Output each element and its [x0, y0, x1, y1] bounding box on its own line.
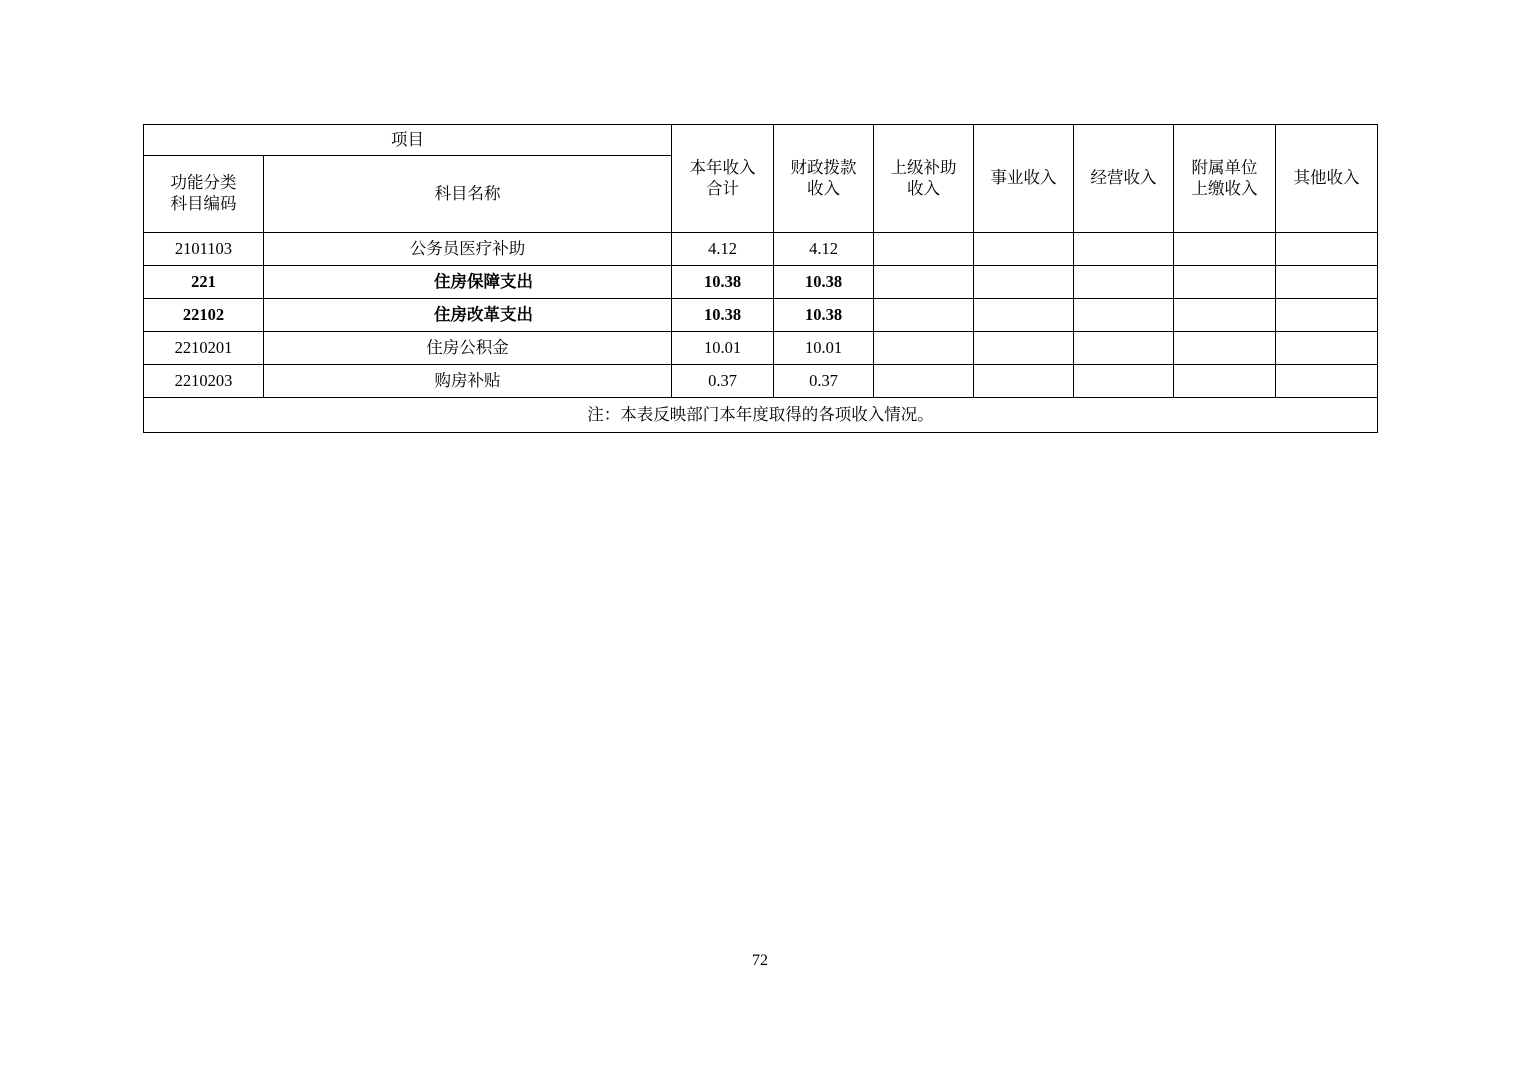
- header-superior-subsidy: [874, 125, 974, 233]
- table-row: [144, 299, 1378, 332]
- header-subordinate-line1: 附属单位: [1191, 157, 1258, 177]
- cell-career: [974, 233, 1074, 266]
- table-row: [144, 266, 1378, 299]
- table-body: [144, 233, 1378, 433]
- cell-subordinate: [1174, 365, 1276, 398]
- cell-operating: [1074, 332, 1174, 365]
- cell-superior: [874, 233, 974, 266]
- header-subject-name: 科目名称: [264, 156, 672, 233]
- cell-total: 10.38: [672, 299, 774, 332]
- cell-fiscal: 10.01: [774, 332, 874, 365]
- cell-fiscal: 10.38: [774, 266, 874, 299]
- table-header: [144, 125, 1378, 233]
- header-project-group: 项目: [144, 125, 672, 156]
- cell-total: 4.12: [672, 233, 774, 266]
- cell-total: 10.01: [672, 332, 774, 365]
- header-total-income-line1: 本年收入: [689, 157, 756, 177]
- cell-subordinate: [1174, 233, 1276, 266]
- cell-other: [1276, 266, 1378, 299]
- cell-name: 购房补贴: [264, 365, 672, 398]
- cell-operating: [1074, 266, 1174, 299]
- cell-total: 10.38: [672, 266, 774, 299]
- cell-career: [974, 299, 1074, 332]
- header-career-income: 事业收入: [974, 125, 1074, 233]
- header-superior-line1: 上级补助: [890, 157, 957, 177]
- header-operating-income: 经营收入: [1074, 125, 1174, 233]
- table-row: [144, 332, 1378, 365]
- cell-other: [1276, 233, 1378, 266]
- header-subordinate-income: [1174, 125, 1276, 233]
- cell-code: 22102: [144, 299, 264, 332]
- cell-operating: [1074, 233, 1174, 266]
- cell-operating: [1074, 299, 1174, 332]
- header-row-group: [144, 125, 1378, 156]
- cell-fiscal: 10.38: [774, 299, 874, 332]
- table-note-row: [144, 398, 1378, 433]
- header-fiscal-line2: 收入: [807, 178, 840, 198]
- cell-name: 住房保障支出: [264, 266, 672, 299]
- cell-name: 住房改革支出: [264, 299, 672, 332]
- header-superior-line2: 收入: [907, 178, 940, 198]
- header-fiscal-appropriation: [774, 125, 874, 233]
- header-total-income-line2: 合计: [706, 178, 739, 198]
- cell-subordinate: [1174, 266, 1276, 299]
- cell-other: [1276, 332, 1378, 365]
- table-row: [144, 365, 1378, 398]
- cell-other: [1276, 299, 1378, 332]
- income-table-container: [143, 124, 1377, 433]
- cell-name: 住房公积金: [264, 332, 672, 365]
- header-other-income: 其他收入: [1276, 125, 1378, 233]
- cell-superior: [874, 365, 974, 398]
- cell-code: 2210201: [144, 332, 264, 365]
- cell-operating: [1074, 365, 1174, 398]
- table-note: 注：本表反映部门本年度取得的各项收入情况。: [144, 398, 1378, 433]
- cell-career: [974, 266, 1074, 299]
- header-total-income: [672, 125, 774, 233]
- cell-code: 221: [144, 266, 264, 299]
- header-function-code: [144, 156, 264, 233]
- cell-name: 公务员医疗补助: [264, 233, 672, 266]
- cell-superior: [874, 266, 974, 299]
- header-function-code-line1: 功能分类: [170, 173, 237, 193]
- cell-fiscal: 0.37: [774, 365, 874, 398]
- cell-career: [974, 332, 1074, 365]
- cell-code: 2210203: [144, 365, 264, 398]
- income-table: [143, 124, 1378, 433]
- cell-subordinate: [1174, 299, 1276, 332]
- cell-fiscal: 4.12: [774, 233, 874, 266]
- header-function-code-line2: 科目编码: [170, 194, 237, 213]
- cell-superior: [874, 332, 974, 365]
- cell-code: 2101103: [144, 233, 264, 266]
- cell-subordinate: [1174, 332, 1276, 365]
- table-row: [144, 233, 1378, 266]
- cell-career: [974, 365, 1074, 398]
- cell-total: 0.37: [672, 365, 774, 398]
- cell-other: [1276, 365, 1378, 398]
- header-fiscal-line1: 财政拨款: [790, 157, 857, 177]
- header-subordinate-line2: 上缴收入: [1191, 178, 1258, 198]
- page-number: 72: [752, 952, 768, 969]
- cell-superior: [874, 299, 974, 332]
